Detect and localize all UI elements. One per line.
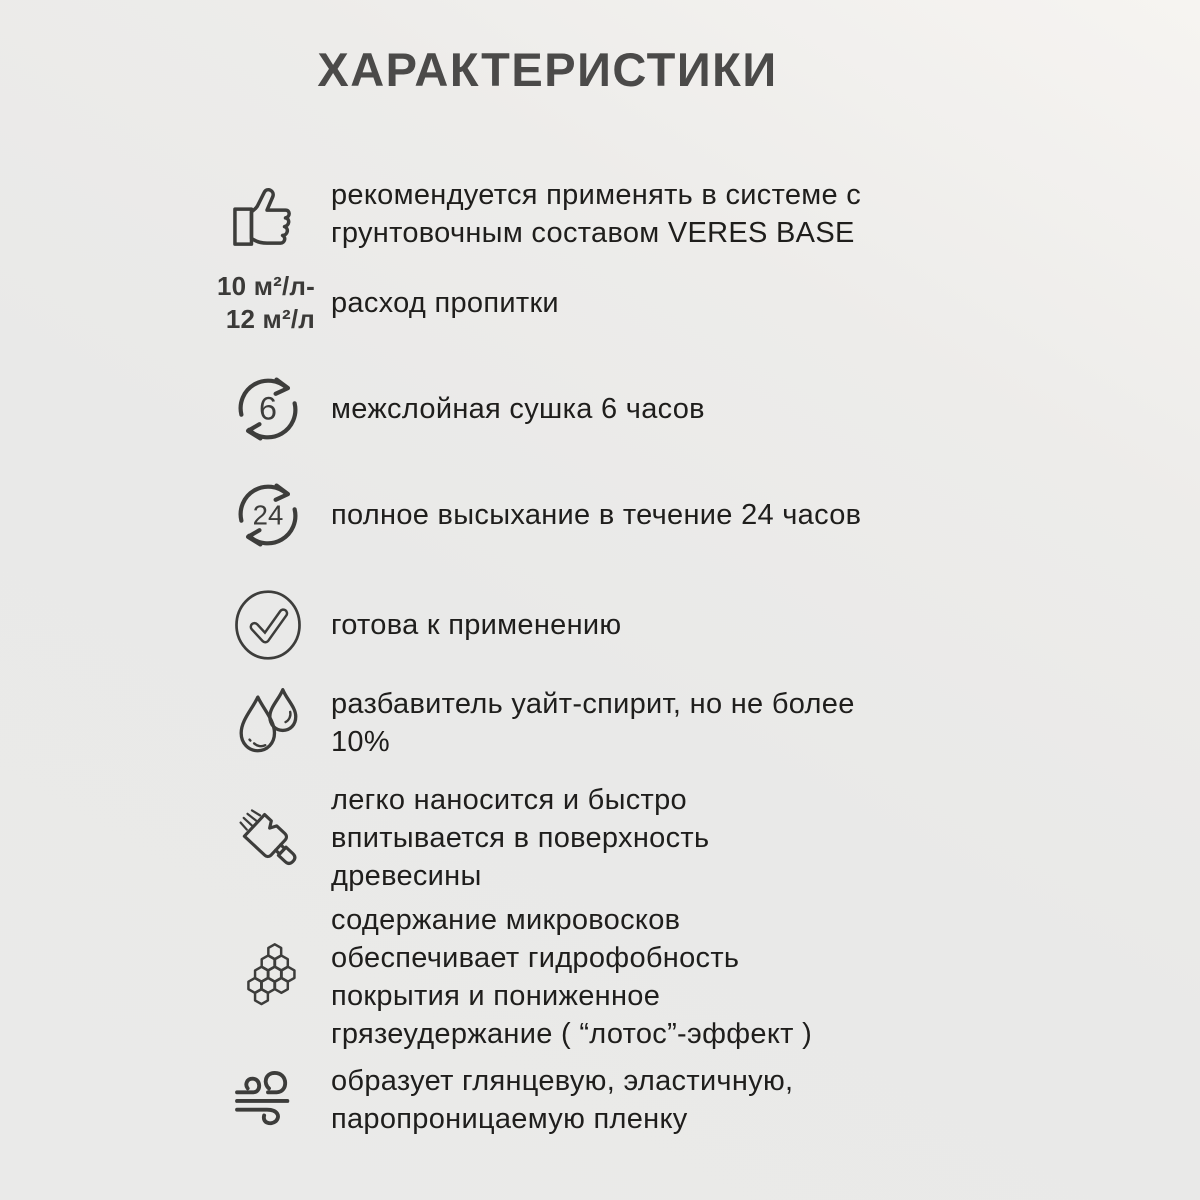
- consumption-rate-text: 10 м²/л- 12 м²/л: [216, 271, 315, 334]
- thumbs-up-icon: [205, 179, 331, 249]
- feature-text: готова к применению: [331, 609, 622, 641]
- feature-row-ready-to-use: [205, 588, 1105, 662]
- feature-row-interlayer-drying: [205, 371, 1105, 447]
- page-title: ХАРАКТЕРИСТИКИ: [317, 43, 778, 96]
- feature-row-easy-application: [205, 781, 1105, 895]
- feature-text: рекомендуется применять в системе с грунтовочным составом VERES BASE: [331, 179, 862, 249]
- interlayer-drying-cycle-icon: [205, 371, 331, 447]
- paint-brush-icon: [205, 801, 331, 875]
- drying-hours-badge: 6: [259, 390, 277, 427]
- feature-row-film: [205, 1062, 1105, 1138]
- feature-text: содержание микровосков обеспечивает гидрофобность покрытия и пониженное грязеудержание ( “лотос”-эффект ): [331, 904, 813, 1050]
- drying-hours-badge: 24: [252, 499, 284, 531]
- feature-text: легко наносится и быстро впитывается в поверхность древесины: [331, 784, 710, 892]
- feature-row-recommended-system: [205, 176, 1105, 252]
- feature-row-consumption: [205, 270, 1105, 336]
- feature-row-microwax: [205, 901, 1105, 1053]
- ready-checkmark-icon: [205, 588, 331, 662]
- feature-row-full-drying: [205, 477, 1105, 553]
- full-drying-cycle-icon: [205, 477, 331, 553]
- honeycomb-wax-icon: [205, 942, 331, 1012]
- feature-row-thinner: [205, 684, 1105, 762]
- feature-text: полное высыхание в течение 24 часов: [331, 499, 862, 531]
- feature-text: межслойная сушка 6 часов: [331, 393, 705, 425]
- feature-text: образует глянцевую, эластичную, паропроницаемую пленку: [331, 1065, 794, 1135]
- feature-text: расход пропитки: [331, 287, 559, 319]
- thinner-drops-icon: [205, 684, 331, 762]
- wind-icon: [205, 1070, 331, 1130]
- feature-text: разбавитель уайт-спирит, но не более 10%: [331, 688, 855, 758]
